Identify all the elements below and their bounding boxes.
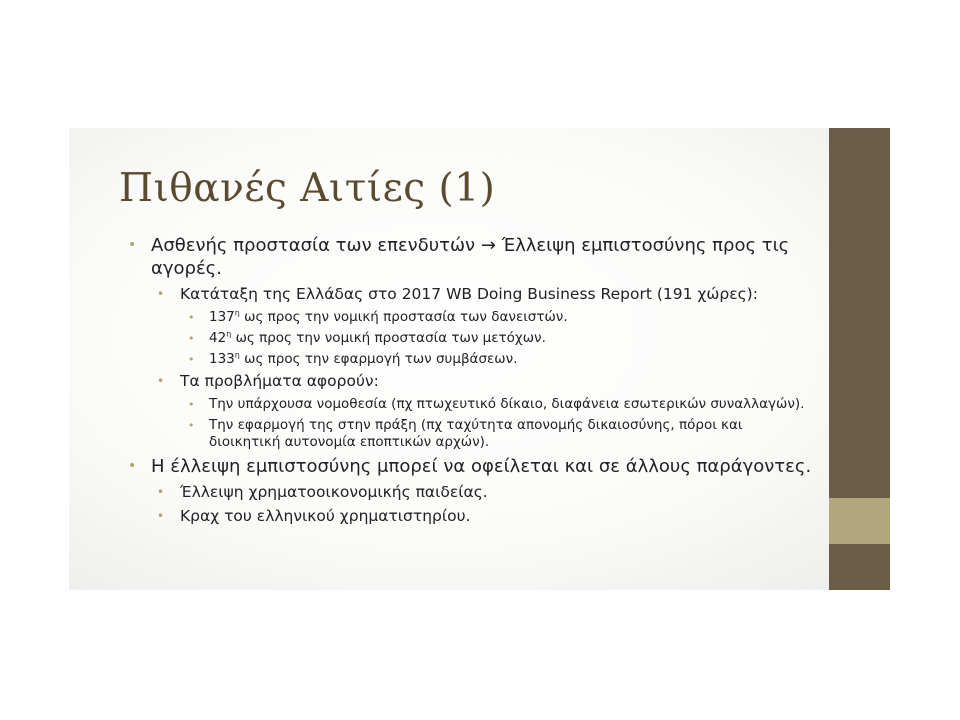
decorative-side-bar-accent	[829, 498, 890, 544]
rank-text: ως προς την νομική προστασία των δανειστών.	[244, 309, 568, 325]
rank-suffix: η	[234, 308, 240, 318]
bullet-text-part: Έλλειψη εμπιστοσύνης προς τις αγορές.	[151, 235, 790, 279]
rank-suffix: η	[234, 350, 240, 360]
rank-suffix: η	[226, 329, 232, 339]
right-arrow-icon: →	[480, 235, 496, 256]
rank-text: ως προς την εφαρμογή των συμβάσεων.	[244, 351, 518, 367]
bullet-investor-protection	[125, 234, 815, 280]
factor-item: • Έλλειψη χρηματοοικονομικής παιδείας.	[125, 483, 815, 502]
subbullet-problems: • Τα προβλήματα αφορούν:	[125, 372, 815, 391]
problem-item: • Την εφαρμογή της στην πράξη (πχ ταχύτητα απονομής δικαιοσύνης, πόροι και διοικητική αυτονομία εποπτικών αρχών).	[125, 417, 815, 451]
bullet-other-factors: • Η έλλειψη εμπιστοσύνης μπορεί να οφείλεται και σε άλλους παράγοντες.	[125, 455, 815, 478]
rank-number: 133	[209, 351, 235, 367]
rank-number: 42	[209, 330, 227, 346]
rank-number: 137	[209, 309, 235, 325]
factor-item: • Κραχ του ελληνικού χρηματιστηρίου.	[125, 507, 815, 526]
slide-title: Πιθανές Αιτίες (1)	[119, 166, 496, 211]
rank-item	[125, 309, 815, 326]
rank-text: ως προς την νομική προστασία των μετόχων.	[235, 330, 546, 346]
bullet-text-part: Ασθενής προστασία των επενδυτών	[151, 235, 476, 256]
slide	[69, 128, 890, 590]
rank-item	[125, 351, 815, 368]
slide-body	[125, 234, 815, 531]
problem-item: • Την υπάρχουσα νομοθεσία (πχ πτωχευτικό δίκαιο, διαφάνεια εσωτερικών συναλλαγών).	[125, 396, 815, 413]
rank-item	[125, 330, 815, 347]
subbullet-ranking: • Κατάταξη της Ελλάδας στο 2017 WB Doing Business Report (191 χώρες):	[125, 285, 815, 304]
